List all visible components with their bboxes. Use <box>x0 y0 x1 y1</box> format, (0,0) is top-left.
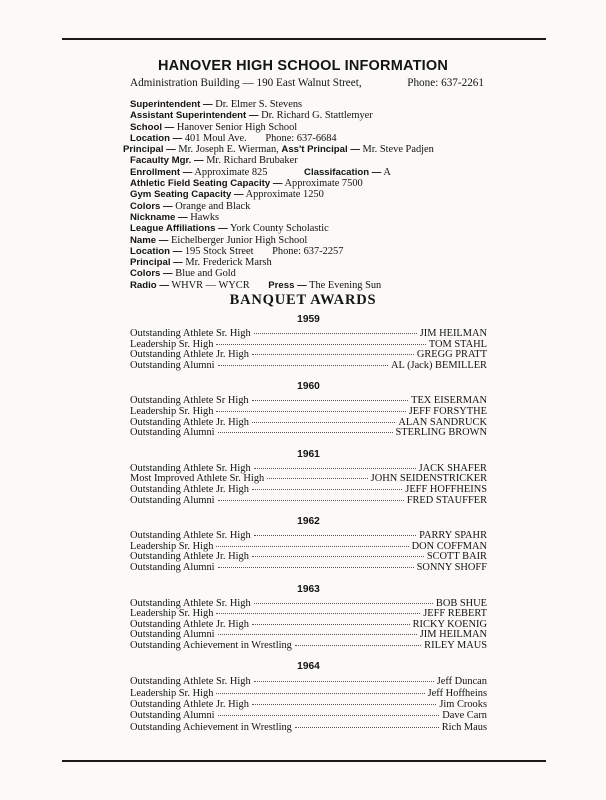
award-year-group <box>130 584 487 652</box>
jr-principal-line <box>130 257 490 268</box>
award-title: Leadership Sr. High <box>130 608 214 620</box>
award-year: 1963 <box>297 583 320 595</box>
dot-leader <box>218 715 440 716</box>
dot-leader <box>254 603 433 604</box>
award-title: Leadership Sr. High <box>130 405 214 417</box>
award-recipient: Rich Maus <box>441 721 487 733</box>
info-label: Nickname — <box>130 211 188 223</box>
info-value: A <box>383 166 391 178</box>
award-title: Outstanding Athlete Sr. High <box>130 530 251 542</box>
athletic-field-line <box>130 178 490 189</box>
award-year-group <box>130 381 487 438</box>
admin-phone: Phone: 637-2261 <box>407 77 484 89</box>
info-value: Blue and Gold <box>175 268 236 280</box>
top-rule <box>62 38 546 40</box>
dot-leader <box>254 468 416 469</box>
info-value: Mr. Joseph E. Wierman, <box>178 144 279 156</box>
info-value: Approximate 1250 <box>245 189 324 201</box>
award-recipient: SONNY SHOFF <box>416 561 487 573</box>
award-row <box>130 361 487 372</box>
dot-leader <box>216 411 405 412</box>
info-label: Location — <box>130 245 183 257</box>
info-value: Phone: 637-2257 <box>272 245 344 257</box>
award-title: Outstanding Achievement in Wrestling <box>130 721 292 733</box>
league-line <box>130 223 490 234</box>
asst-superintendent-line <box>130 110 490 121</box>
award-title: Outstanding Alumni <box>130 561 215 573</box>
award-title: Outstanding Athlete Sr. High <box>130 328 251 339</box>
award-recipient: JIM HEILMAN <box>419 328 487 339</box>
admin-building-line <box>130 77 484 89</box>
award-title: Most Improved Athlete Sr. High <box>130 473 265 485</box>
info-label: Name — <box>130 234 169 246</box>
award-title: Outstanding Alumni <box>130 494 215 506</box>
info-label: Facaulty Mgr. — <box>130 155 204 167</box>
info-label: Classifacation — <box>304 166 382 178</box>
award-title: Leadership Sr. High <box>130 338 214 350</box>
dot-leader <box>295 645 421 646</box>
principal-line <box>123 144 490 155</box>
award-recipient: DON COFFMAN <box>411 540 487 552</box>
award-recipient: JEFF HOFFHEINS <box>405 483 487 495</box>
school-line <box>130 122 490 133</box>
award-recipient: JOHN SEIDENSTRICKER <box>370 473 487 485</box>
award-title: Outstanding Athlete Jr. High <box>130 618 249 630</box>
award-year: 1962 <box>297 516 320 528</box>
award-title: Outstanding Athlete Sr. High <box>130 462 251 474</box>
info-label: Colors — <box>130 268 173 280</box>
award-row <box>130 496 487 507</box>
info-label: Location — <box>130 132 183 144</box>
info-value: The Evening Sun <box>309 279 382 291</box>
jr-colors-line <box>130 268 490 279</box>
award-year: 1960 <box>297 381 320 393</box>
award-title: Outstanding Athlete Sr. High <box>130 676 251 688</box>
radio-press-line <box>130 280 490 291</box>
award-recipient: RILEY MAUS <box>424 639 487 651</box>
award-recipient: ALAN SANDRUCK <box>398 416 487 428</box>
dot-leader <box>254 333 417 334</box>
info-value: Orange and Black <box>175 200 251 212</box>
bottom-rule <box>62 760 546 762</box>
info-label: Superintendent — <box>130 99 213 110</box>
info-value: Hanover Senior High School <box>176 121 298 133</box>
award-row <box>130 563 487 574</box>
dot-leader <box>252 400 408 401</box>
award-year: 1959 <box>297 314 320 325</box>
info-label: Assistant Superintendent — <box>130 110 259 122</box>
dot-leader <box>252 489 402 490</box>
award-recipient: PARRY SPAHR <box>419 530 487 542</box>
gym-line <box>130 189 490 200</box>
award-title: Outstanding Athlete Jr. High <box>130 551 249 563</box>
info-value: York County Scholastic <box>229 223 329 235</box>
nickname-line <box>130 212 490 223</box>
dot-leader <box>216 693 424 694</box>
info-label: Athletic Field Seating Capacity — <box>130 178 283 190</box>
dot-leader <box>218 567 414 568</box>
dot-leader <box>252 704 436 705</box>
colors-line <box>130 201 490 212</box>
location-line <box>130 133 490 144</box>
faculty-line <box>130 155 490 166</box>
info-value: Phone: 637-6684 <box>265 132 337 144</box>
dot-leader <box>252 422 395 423</box>
award-row <box>130 485 487 496</box>
info-label: League Affiliations — <box>130 223 228 235</box>
award-title: Outstanding Achievement in Wrestling <box>130 639 292 651</box>
award-title: Outstanding Alumni <box>130 629 215 641</box>
award-row <box>130 676 487 687</box>
info-value: Mr. Frederick Marsh <box>185 257 272 269</box>
award-year: 1964 <box>297 661 320 673</box>
info-value: WHVR — WYCR <box>171 279 250 291</box>
dot-leader <box>252 354 414 355</box>
award-row <box>130 688 487 699</box>
award-recipient: GREGG PRATT <box>416 349 487 361</box>
dot-leader <box>216 546 408 547</box>
dot-leader <box>216 344 425 345</box>
dot-leader <box>218 365 388 366</box>
info-label: School — <box>130 121 175 133</box>
info-label: Ass't Principal — <box>281 144 360 156</box>
school-info <box>123 99 490 291</box>
award-recipient: TEX EISERMAN <box>411 395 487 407</box>
award-year-group <box>130 449 487 506</box>
dot-leader <box>218 500 404 501</box>
award-recipient: FRED STAUFFER <box>406 494 487 506</box>
info-value: Mr. Steve Padjen <box>362 144 434 156</box>
dot-leader <box>252 556 424 557</box>
award-title: Outstanding Alumni <box>130 427 215 439</box>
dot-leader <box>254 535 416 536</box>
jr-name-line <box>130 235 490 246</box>
award-title: Outstanding Athlete Sr High <box>130 395 249 407</box>
info-value: Dr. Richard G. Stattlemyer <box>261 110 373 122</box>
award-title: Outstanding Athlete Jr. High <box>130 416 249 428</box>
award-year: 1961 <box>297 448 320 460</box>
award-row <box>130 641 487 652</box>
award-recipient: BOB SHUE <box>435 597 487 609</box>
admin-address: Administration Building — 190 East Walnut Street, <box>130 77 362 89</box>
award-title: Outstanding Athlete Jr. High <box>130 483 249 495</box>
dot-leader <box>218 634 417 635</box>
award-row <box>130 710 487 721</box>
dot-leader <box>267 478 367 479</box>
info-label: Press — <box>268 279 307 291</box>
award-row <box>130 722 487 733</box>
award-recipient: STERLING BROWN <box>395 427 487 439</box>
dot-leader <box>252 624 410 625</box>
award-recipient: AL (Jack) BEMILLER <box>391 359 487 371</box>
award-recipient: Jeff Hoffheins <box>427 687 487 699</box>
info-value: Mr. Richard Brubaker <box>206 155 298 167</box>
award-year-group <box>130 516 487 573</box>
info-label: Principal — <box>130 257 183 269</box>
award-row <box>130 407 487 418</box>
award-recipient: JEFF FORSYTHE <box>408 405 487 417</box>
award-row <box>130 699 487 710</box>
enrollment-line <box>130 167 490 178</box>
dot-leader <box>254 681 434 682</box>
award-title: Outstanding Alumni <box>130 710 215 722</box>
banquet-awards-heading: BANQUET AWARDS <box>229 292 377 308</box>
award-recipient: SCOTT BAIR <box>426 551 487 563</box>
superintendent-line <box>130 99 490 110</box>
award-title: Outstanding Alumni <box>130 359 215 371</box>
award-recipient: TOM STAHL <box>428 338 487 350</box>
info-label: Colors — <box>130 200 173 212</box>
award-recipient: JACK SHAFER <box>418 462 487 474</box>
info-label: Gym Seating Capacity — <box>130 189 244 201</box>
info-value: Hawks <box>190 211 220 223</box>
dot-leader <box>295 727 439 728</box>
info-value: Dr. Elmer S. Stevens <box>215 99 303 110</box>
info-value: Eichelberger Junior High School <box>171 234 308 246</box>
award-row <box>130 428 487 439</box>
award-recipient: JIM HEILMAN <box>419 629 487 641</box>
award-year-group <box>130 314 487 371</box>
info-value: 401 Moul Ave. <box>184 132 247 144</box>
award-year-group <box>130 661 487 732</box>
jr-location-line <box>130 246 490 257</box>
award-title: Outstanding Athlete Jr. High <box>130 699 249 711</box>
award-title: Leadership Sr. High <box>130 687 214 699</box>
award-title: Outstanding Athlete Sr. High <box>130 597 251 609</box>
award-row <box>130 329 487 340</box>
info-value: Approximate 7500 <box>284 178 363 190</box>
award-recipient: RICKY KOENIG <box>412 618 487 630</box>
info-label: Radio — <box>130 279 169 291</box>
award-title: Leadership Sr. High <box>130 540 214 552</box>
award-recipient: Jeff Duncan <box>436 676 487 688</box>
page-title: HANOVER HIGH SCHOOL INFORMATION <box>157 58 449 74</box>
award-recipient: JEFF REBERT <box>423 608 487 620</box>
award-recipient: Jim Crooks <box>439 699 487 711</box>
award-recipient: Dave Carn <box>442 710 487 722</box>
awards-list <box>130 314 487 743</box>
info-label: Enrollment — <box>130 166 193 178</box>
dot-leader <box>216 613 420 614</box>
dot-leader <box>218 432 393 433</box>
info-label: Principal — <box>123 144 176 156</box>
info-value: Approximate 825 <box>194 166 268 178</box>
award-title: Outstanding Athlete Jr. High <box>130 349 249 361</box>
info-value: 195 Stock Street <box>184 245 254 257</box>
